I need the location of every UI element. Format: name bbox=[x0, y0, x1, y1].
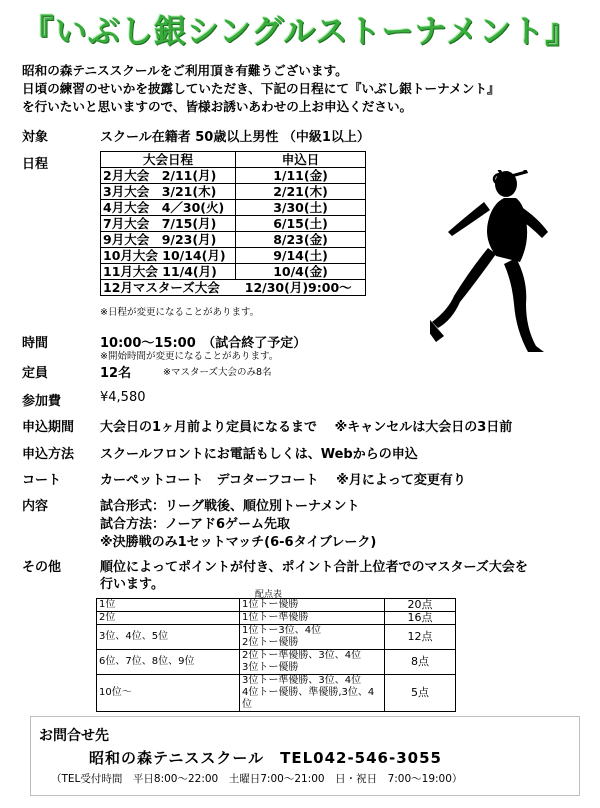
schedule-row bbox=[101, 264, 366, 280]
intro-line: 日頃の練習のせいかを披露していただき、下記の日程にて『いぶし銀トーナメント』 bbox=[22, 81, 500, 96]
points-cond: 1位トー優勝 bbox=[240, 599, 385, 612]
schedule-row bbox=[101, 248, 366, 264]
points-rank: 6位、7位、8位、9位 bbox=[97, 650, 240, 675]
content-label: 内容 bbox=[22, 499, 49, 514]
points-value: 8点 bbox=[385, 650, 456, 675]
points-cond-cell bbox=[240, 650, 385, 675]
schedule-apply: 1/11(金) bbox=[236, 168, 366, 184]
schedule-event: 3月大会 3/21(木) bbox=[101, 184, 236, 200]
points-row bbox=[97, 599, 456, 612]
content-line: ※決勝戦のみ1セットマッチ(6-6タイブレーク) bbox=[100, 535, 377, 550]
page-title: 『いぶし銀シングルストーナメント』 bbox=[21, 12, 579, 50]
fee-value: ¥4,580 bbox=[100, 390, 146, 405]
schedule-event: 10月大会 10/14(月) bbox=[101, 248, 236, 264]
points-cond: 2位トー優勝 bbox=[242, 637, 299, 648]
intro-line: 昭和の森テニススクールをご利用頂き有難うございます。 bbox=[22, 63, 348, 78]
points-rank: 10位～ bbox=[97, 675, 240, 712]
schedule-apply: 6/15(土) bbox=[236, 216, 366, 232]
content-line: 試合方法：ノーアド6ゲーム先取 bbox=[100, 517, 291, 532]
intro-text bbox=[22, 62, 582, 116]
other-line: 順位によってポイントが付き、ポイント合計上位者でのマスターズ大会を bbox=[100, 560, 528, 575]
points-cond-cell bbox=[240, 675, 385, 712]
contact-hours: （TEL受付時間 平日8:00～22:00 土曜日7:00～21:00 日・祝日 7:00～19:00） bbox=[51, 773, 463, 785]
other-line: 行います。 bbox=[100, 577, 164, 592]
time-label: 時間 bbox=[22, 336, 49, 351]
intro-line: を行いたいと思いますので、皆様お誘いあわせの上お申込ください。 bbox=[22, 99, 413, 114]
contact-box bbox=[30, 716, 580, 796]
schedule-row bbox=[101, 200, 366, 216]
method-value: スクールフロントにお電話もしくは、Webからの申込 bbox=[100, 447, 418, 462]
points-value: 12点 bbox=[385, 625, 456, 650]
points-cond: 1位トー3位、4位 bbox=[242, 625, 322, 636]
contact-name-phone: 昭和の森テニススクール TEL042-546-3055 bbox=[89, 749, 442, 767]
schedule-apply: 8/23(金) bbox=[236, 232, 366, 248]
target-label: 対象 bbox=[22, 130, 49, 145]
schedule-event: 9月大会 9/23(月) bbox=[101, 232, 236, 248]
schedule-event: 4月大会 4／30(火) bbox=[101, 200, 236, 216]
capacity-value: 12名 bbox=[100, 366, 132, 381]
period-value: 大会日の1ヶ月前より定員になるまで ※キャンセルは大会日の3日前 bbox=[100, 420, 513, 435]
content-line: 試合形式：リーグ戦後、順位別トーナメント bbox=[100, 499, 360, 514]
time-note: ※開始時間が変更になることがあります。 bbox=[100, 351, 279, 362]
court-value: カーペットコート デコターフコート ※月によって変更有り bbox=[100, 473, 466, 488]
points-cond: 3位トー優勝 bbox=[242, 662, 299, 673]
points-rank: 1位 bbox=[97, 599, 240, 612]
fee-label: 参加費 bbox=[22, 394, 62, 409]
capacity-note: ※マスターズ大会のみ8名 bbox=[163, 367, 272, 378]
points-cond: 1位トー準優勝 bbox=[240, 612, 385, 625]
points-caption: 配点表 bbox=[255, 590, 283, 600]
points-value: 20点 bbox=[385, 599, 456, 612]
capacity-label: 定員 bbox=[22, 366, 49, 381]
points-row bbox=[97, 675, 456, 712]
schedule-row bbox=[101, 232, 366, 248]
points-cond: 3位トー準優勝、3位、4位 bbox=[242, 675, 362, 686]
schedule-table bbox=[100, 151, 366, 296]
schedule-event: 2月大会 2/11(月) bbox=[101, 168, 236, 184]
points-cond: 4位トー優勝、準優勝,3位、4位 bbox=[242, 687, 375, 710]
schedule-header-row bbox=[101, 152, 366, 168]
other-label: その他 bbox=[22, 560, 62, 575]
schedule-masters-row bbox=[101, 280, 366, 296]
points-cond: 2位トー準優勝、3位、4位 bbox=[242, 650, 362, 661]
points-row bbox=[97, 650, 456, 675]
tennis-player-silhouette-icon bbox=[430, 170, 580, 360]
points-rank: 3位、4位、5位 bbox=[97, 625, 240, 650]
schedule-apply: 3/30(土) bbox=[236, 200, 366, 216]
schedule-header-event: 大会日程 bbox=[101, 152, 236, 168]
points-value: 16点 bbox=[385, 612, 456, 625]
points-rank: 2位 bbox=[97, 612, 240, 625]
points-table bbox=[96, 598, 456, 712]
schedule-apply: 2/21(木) bbox=[236, 184, 366, 200]
schedule-masters: 12月マスターズ大会 12/30(月)9:00～ bbox=[101, 280, 366, 296]
points-value: 5点 bbox=[385, 675, 456, 712]
points-cond-cell bbox=[240, 625, 385, 650]
schedule-row bbox=[101, 216, 366, 232]
period-label: 申込期間 bbox=[22, 420, 75, 435]
schedule-apply: 10/4(金) bbox=[236, 264, 366, 280]
time-value: 10:00～15:00 （試合終了予定） bbox=[100, 336, 307, 351]
schedule-apply: 9/14(土) bbox=[236, 248, 366, 264]
court-label: コート bbox=[22, 473, 62, 488]
contact-heading: お問合せ先 bbox=[39, 728, 109, 744]
target-value: スクール在籍者 50歳以上男性 （中級1以上） bbox=[100, 130, 370, 145]
points-row bbox=[97, 612, 456, 625]
method-label: 申込方法 bbox=[22, 447, 75, 462]
schedule-event: 11月大会 11/4(月) bbox=[101, 264, 236, 280]
points-row bbox=[97, 625, 456, 650]
schedule-label: 日程 bbox=[22, 157, 49, 172]
schedule-row bbox=[101, 168, 366, 184]
schedule-note: ※日程が変更になることがあります。 bbox=[100, 307, 260, 318]
schedule-event: 7月大会 7/15(月) bbox=[101, 216, 236, 232]
schedule-row bbox=[101, 184, 366, 200]
schedule-header-apply: 申込日 bbox=[236, 152, 366, 168]
